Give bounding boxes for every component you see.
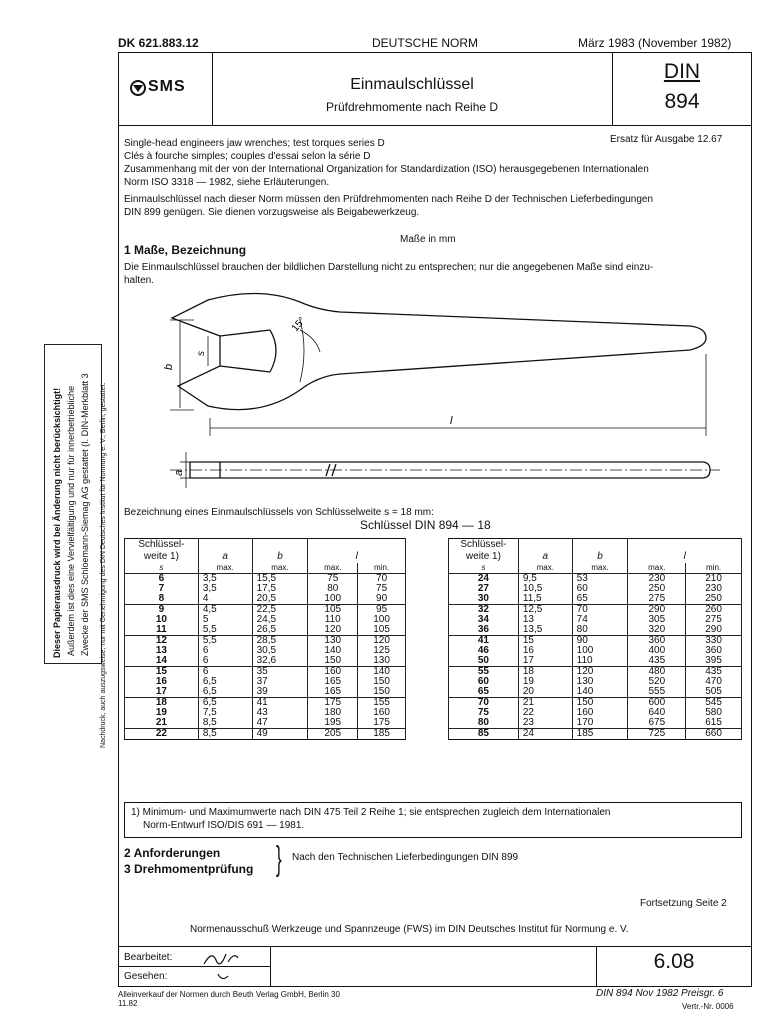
table-cell: 17: [125, 687, 199, 698]
table-row: [449, 605, 742, 616]
title-french: Clés à fourche simples; couples d'essai selon la série D: [124, 151, 371, 162]
table-cell: 30,5: [252, 646, 308, 656]
section-2-heading: 2 Anforderungen: [124, 846, 221, 860]
table-cell: 21: [125, 718, 199, 729]
table-cell: 43: [252, 708, 308, 718]
reprint-notice: Nachdruck, auch auszugsweise, nur mit Genehmigung des DIN Deutsches Institut für Normung e. V., Berlin, gestattet.: [100, 382, 107, 748]
table-cell: 150: [572, 698, 628, 709]
table-cell: 580: [686, 708, 742, 718]
col-l-header: l: [308, 551, 406, 563]
din-reference: DIN 894 Nov 1982 Preisgr. 6: [596, 988, 724, 999]
table-cell: 600: [628, 698, 686, 709]
table-cell: 22: [518, 708, 572, 718]
table-row: [449, 656, 742, 667]
table-cell: 15: [518, 636, 572, 647]
table-cell: 26,5: [252, 625, 308, 636]
col-s-header-r-2: weite 1): [449, 551, 519, 563]
table-cell: 305: [628, 615, 686, 625]
angle-label: 15°: [289, 315, 309, 334]
contract-number: Vertr.-Nr. 0006: [682, 1002, 734, 1011]
table-cell: 7: [125, 584, 199, 594]
table-cell: 10: [125, 615, 199, 625]
table-cell: 5: [198, 615, 252, 625]
table-cell: 41: [252, 698, 308, 709]
designation-example: Schlüssel DIN 894 — 18: [360, 518, 491, 532]
table-cell: 32,6: [252, 656, 308, 667]
iso-relation-1: Zusammenhang mit der von der International Organization for Standardization (ISO) herausgegebenen Internationalen: [124, 164, 649, 175]
doc-title: Einmaulschlüssel: [350, 76, 474, 93]
table-cell: 640: [628, 708, 686, 718]
signature-mark: [200, 946, 260, 986]
table-cell: 230: [686, 584, 742, 594]
table-cell: 53: [572, 574, 628, 585]
table-cell: 16: [125, 677, 199, 687]
table-cell: 105: [308, 605, 358, 616]
iso-relation-2: Norm ISO 3318 — 1982, siehe Erläuterungen.: [124, 177, 330, 188]
table-cell: 5,5: [198, 636, 252, 647]
continued-note: Fortsetzung Seite 2: [640, 898, 727, 909]
table-cell: 100: [308, 594, 358, 605]
table-cell: 110: [572, 656, 628, 667]
table-cell: 46: [449, 646, 519, 656]
col-a-header: a: [198, 551, 252, 563]
table-cell: 65: [449, 687, 519, 698]
table-cell: 185: [358, 729, 406, 740]
table-cell: 28,5: [252, 636, 308, 647]
table-cell: 70: [358, 574, 406, 585]
table-cell: 95: [358, 605, 406, 616]
table-cell: 435: [628, 656, 686, 667]
table-cell: 20,5: [252, 594, 308, 605]
table-cell: 22,5: [252, 605, 308, 616]
table-cell: 330: [686, 636, 742, 647]
table-cell: 11: [125, 625, 199, 636]
table-cell: 230: [628, 574, 686, 585]
footnote-line-2: Norm-Entwurf ISO/DIS 691 — 1981.: [143, 820, 305, 831]
table-cell: 19: [518, 677, 572, 687]
section-1-heading: 1 Maße, Bezeichnung: [124, 243, 247, 257]
din-label: DIN: [663, 60, 701, 83]
table-cell: 47: [252, 718, 308, 729]
table-cell: 70: [449, 698, 519, 709]
designation-text: Bezeichnung eines Einmaulschlüssels von Schlüsselweite s = 18 mm:: [124, 507, 434, 518]
table-cell: 23: [518, 718, 572, 729]
table-cell: 36: [449, 625, 519, 636]
table-cell: 545: [686, 698, 742, 709]
table-row: [449, 718, 742, 729]
table-row: [449, 698, 742, 709]
col-s-header-2: weite 1): [125, 551, 199, 563]
table-cell: 210: [686, 574, 742, 585]
table-row: [449, 574, 742, 585]
stamp-line-1: Dieser Papierausdruck wird bei Änderung nicht berücksichtigt!: [52, 387, 62, 658]
spec-table-left: [124, 538, 406, 740]
table-cell: 180: [308, 708, 358, 718]
right-table-body: [449, 574, 742, 740]
table-cell: 12,5: [518, 605, 572, 616]
table-cell: 13: [125, 646, 199, 656]
committee-line: Normenausschuß Werkzeuge und Spannzeuge (FWS) im DIN Deutsches Institut für Normung e. V.: [190, 924, 629, 935]
table-cell: 74: [572, 615, 628, 625]
table-row: [449, 636, 742, 647]
table-cell: 520: [628, 677, 686, 687]
table-cell: 3,5: [198, 584, 252, 594]
table-cell: 12: [125, 636, 199, 647]
table-cell: 9,5: [518, 574, 572, 585]
table-cell: 120: [308, 625, 358, 636]
table-cell: 170: [572, 718, 628, 729]
table-cell: 35: [252, 667, 308, 678]
table-cell: 175: [308, 698, 358, 709]
table-cell: 39: [252, 687, 308, 698]
section-3-heading: 3 Drehmomentprüfung: [124, 862, 254, 876]
table-cell: 105: [358, 625, 406, 636]
logo-text: SMS: [148, 78, 186, 95]
table-cell: 10,5: [518, 584, 572, 594]
table-cell: 360: [686, 646, 742, 656]
dim-l-label: l: [450, 415, 453, 427]
table-row: [125, 687, 406, 698]
table-cell: 49: [252, 729, 308, 740]
dim-b-label: b: [163, 363, 175, 370]
table-cell: 120: [572, 667, 628, 678]
table-cell: 8,5: [198, 718, 252, 729]
table-cell: 130: [308, 636, 358, 647]
table-cell: 250: [686, 594, 742, 605]
table-cell: 360: [628, 636, 686, 647]
table-cell: 75: [308, 574, 358, 585]
table-cell: 17,5: [252, 584, 308, 594]
table-cell: 140: [572, 687, 628, 698]
table-cell: 275: [686, 615, 742, 625]
table-cell: 90: [358, 594, 406, 605]
scope-para-2: DIN 899 genügen. Sie dienen vorzugsweise als Beigabewerkzeug.: [124, 207, 420, 218]
col-b-max-r: max.: [572, 563, 628, 574]
table-cell: 24: [518, 729, 572, 740]
table-cell: 480: [628, 667, 686, 678]
stamp-line-3: Zwecke der SMS Schloemann-Siemag AG gestattet (I. DIN-Merkblatt 3: [80, 373, 90, 656]
table-cell: 90: [572, 636, 628, 647]
table-cell: 9: [125, 605, 199, 616]
table-cell: 150: [358, 677, 406, 687]
table-cell: 14: [125, 656, 199, 667]
table-row: [125, 718, 406, 729]
table-cell: 65: [572, 594, 628, 605]
table-row: [449, 625, 742, 636]
col-s-symbol-r: s: [449, 563, 519, 574]
table-cell: 50: [449, 656, 519, 667]
table-row: [449, 708, 742, 718]
col-s-header-r: Schlüssel-: [449, 539, 519, 552]
table-cell: 275: [628, 594, 686, 605]
col-l-min: min.: [358, 563, 406, 574]
table-row: [449, 687, 742, 698]
table-cell: 80: [308, 584, 358, 594]
dim-s-label: s: [196, 351, 207, 356]
col-a-max-r: max.: [518, 563, 572, 574]
scope-para-1: Einmaulschlüssel nach dieser Norm müssen den Prüfdrehmomenten nach Reihe D der Technischen Lieferbedingungen: [124, 194, 654, 205]
table-cell: 175: [358, 718, 406, 729]
table-cell: 15,5: [252, 574, 308, 585]
table-cell: 100: [572, 646, 628, 656]
table-cell: 15: [125, 667, 199, 678]
issue-date: März 1983 (November 1982): [578, 36, 732, 50]
col-s-symbol: s: [125, 563, 199, 574]
table-cell: 20: [518, 687, 572, 698]
sales-note: Alleinverkauf der Normen durch Beuth Verlag GmbH, Berlin 30: [118, 990, 340, 999]
sections-reference: Nach den Technischen Lieferbedingungen DIN 899: [292, 852, 519, 863]
table-cell: 80: [572, 625, 628, 636]
edited-label: Bearbeitet:: [124, 952, 173, 963]
table-cell: 41: [449, 636, 519, 647]
table-cell: 260: [686, 605, 742, 616]
col-l-min-r: min.: [686, 563, 742, 574]
table-cell: 6: [198, 656, 252, 667]
spec-table-right: [448, 538, 742, 740]
col-a-header-r: a: [518, 551, 572, 563]
dk-number: DK 621.883.12: [118, 36, 199, 50]
left-table-body: [125, 574, 406, 740]
footnote-line-1: 1) Minimum- und Maximumwerte nach DIN 475 Teil 2 Reihe 1; sie entsprechen zugleich dem Internationalen: [131, 807, 611, 818]
brace: }: [276, 840, 282, 878]
table-cell: 165: [308, 687, 358, 698]
table-cell: 75: [449, 708, 519, 718]
table-cell: 290: [628, 605, 686, 616]
col-a-max: max.: [198, 563, 252, 574]
table-row: [125, 625, 406, 636]
table-cell: 18: [125, 698, 199, 709]
title-block-bottom: [118, 125, 752, 126]
table-cell: 6,5: [198, 687, 252, 698]
table-cell: 555: [628, 687, 686, 698]
din-number: 894: [664, 90, 700, 113]
table-cell: 130: [572, 677, 628, 687]
dim-a-label: a: [173, 469, 185, 476]
table-cell: 195: [308, 718, 358, 729]
table-cell: 60: [572, 584, 628, 594]
table-cell: 70: [572, 605, 628, 616]
section-1-text-1: Die Einmaulschlüssel brauchen der bildlichen Darstellung nicht zu entsprechen; nur die angegebenen Maße sind einzu-: [124, 262, 654, 273]
table-cell: 110: [308, 615, 358, 625]
table-cell: 505: [686, 687, 742, 698]
table-cell: 75: [358, 584, 406, 594]
table-row: [125, 729, 406, 740]
sms-logo: [128, 78, 208, 98]
table-cell: 130: [358, 656, 406, 667]
table-cell: 160: [358, 708, 406, 718]
table-cell: 395: [686, 656, 742, 667]
table-cell: 155: [358, 698, 406, 709]
wrench-drawing: [150, 290, 720, 500]
table-cell: 470: [686, 677, 742, 687]
table-cell: 8: [125, 594, 199, 605]
table-cell: 6,5: [198, 698, 252, 709]
table-cell: 16: [518, 646, 572, 656]
table-cell: 185: [572, 729, 628, 740]
print-code: 11.82: [118, 999, 138, 1008]
table-row: [125, 594, 406, 605]
col-b-max: max.: [252, 563, 308, 574]
table-cell: 21: [518, 698, 572, 709]
table-cell: 55: [449, 667, 519, 678]
table-cell: 160: [308, 667, 358, 678]
table-cell: 60: [449, 677, 519, 687]
table-row: [449, 615, 742, 625]
table-cell: 660: [686, 729, 742, 740]
table-cell: 13,5: [518, 625, 572, 636]
col-b-header: b: [252, 551, 308, 563]
section-1-text-2: halten.: [124, 275, 155, 286]
table-row: [449, 729, 742, 740]
replaces-edition: Ersatz für Ausgabe 12.67: [610, 134, 723, 145]
table-cell: 675: [628, 718, 686, 729]
table-cell: 24: [449, 574, 519, 585]
table-cell: 4: [198, 594, 252, 605]
table-cell: 150: [358, 687, 406, 698]
table-cell: 22: [125, 729, 199, 740]
price-code: 6.08: [653, 950, 695, 973]
units-note: Maße in mm: [400, 234, 456, 245]
table-row: [449, 646, 742, 656]
table-cell: 17: [518, 656, 572, 667]
table-row: [125, 656, 406, 667]
norm-label: DEUTSCHE NORM: [372, 36, 479, 50]
doc-subtitle: Prüfdrehmomente nach Reihe D: [325, 100, 499, 114]
table-cell: 125: [358, 646, 406, 656]
table-row: [449, 594, 742, 605]
table-cell: 8,5: [198, 729, 252, 740]
table-cell: 120: [358, 636, 406, 647]
table-cell: 3,5: [198, 574, 252, 585]
col-b-header-r: b: [572, 551, 628, 563]
title-english: Single-head engineers jaw wrenches; test torques series D: [124, 138, 385, 149]
table-cell: 435: [686, 667, 742, 678]
table-cell: 13: [518, 615, 572, 625]
table-cell: 165: [308, 677, 358, 687]
table-cell: 6,5: [198, 677, 252, 687]
table-cell: 18: [518, 667, 572, 678]
table-cell: 160: [572, 708, 628, 718]
table-cell: 80: [449, 718, 519, 729]
table-cell: 5,5: [198, 625, 252, 636]
table-cell: 4,5: [198, 605, 252, 616]
table-cell: 725: [628, 729, 686, 740]
col-l-max: max.: [308, 563, 358, 574]
table-cell: 24,5: [252, 615, 308, 625]
table-cell: 6: [198, 667, 252, 678]
table-cell: 32: [449, 605, 519, 616]
table-cell: 19: [125, 708, 199, 718]
footnote-box: [124, 802, 742, 838]
table-cell: 34: [449, 615, 519, 625]
table-cell: 30: [449, 594, 519, 605]
table-row: [449, 584, 742, 594]
table-cell: 615: [686, 718, 742, 729]
table-cell: 100: [358, 615, 406, 625]
footer-divider-1: [270, 946, 271, 987]
wrench-drawing-svg: [150, 290, 720, 500]
table-cell: 150: [308, 656, 358, 667]
table-cell: 250: [628, 584, 686, 594]
table-cell: 140: [308, 646, 358, 656]
table-cell: 400: [628, 646, 686, 656]
col-l-header-r: l: [628, 551, 742, 563]
table-row: [449, 667, 742, 678]
col-s-header: Schlüssel-: [125, 539, 199, 552]
table-cell: 320: [628, 625, 686, 636]
table-cell: 205: [308, 729, 358, 740]
table-cell: 27: [449, 584, 519, 594]
col-l-max-r: max.: [628, 563, 686, 574]
table-cell: 6: [125, 574, 199, 585]
table-cell: 85: [449, 729, 519, 740]
table-cell: 7,5: [198, 708, 252, 718]
reviewed-label: Gesehen:: [124, 971, 168, 982]
table-cell: 37: [252, 677, 308, 687]
table-cell: 11,5: [518, 594, 572, 605]
table-cell: 140: [358, 667, 406, 678]
table-cell: 6: [198, 646, 252, 656]
stamp-line-2: Außerdem ist dies eine Vervielfältigung und nur für innerbetriebliche: [66, 385, 76, 656]
table-row: [449, 677, 742, 687]
table-cell: 290: [686, 625, 742, 636]
